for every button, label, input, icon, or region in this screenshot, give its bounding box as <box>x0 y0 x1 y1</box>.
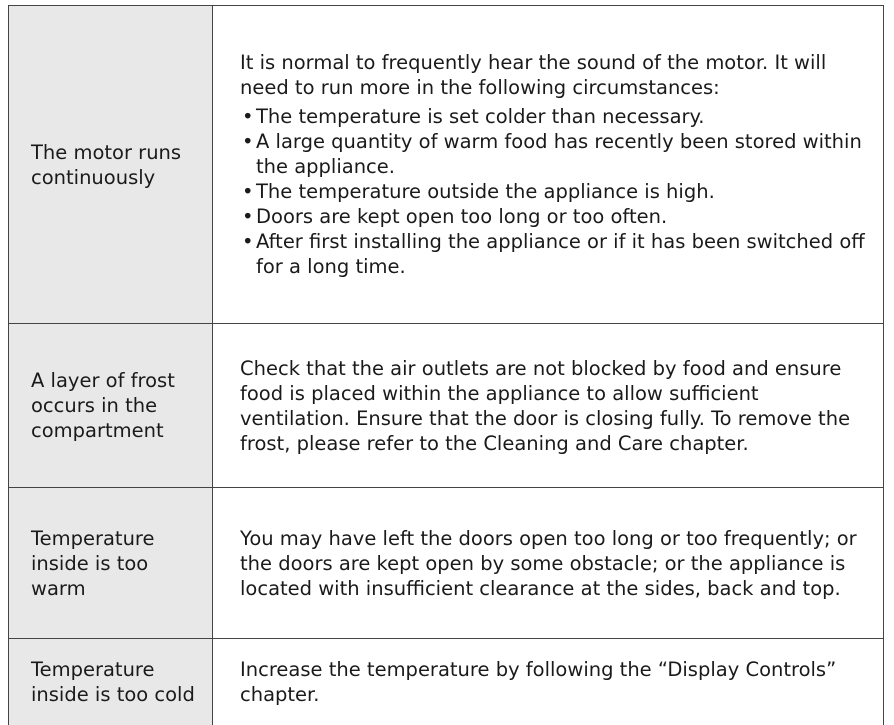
table-row <box>9 639 883 725</box>
problem-cell <box>9 324 213 487</box>
problem-cell <box>9 6 213 323</box>
bullet-icon: • <box>242 230 254 253</box>
solution-cell <box>213 6 883 323</box>
bullet-icon: • <box>242 130 254 153</box>
problem-cell <box>9 639 213 725</box>
problem-label: Temperature inside is too cold <box>31 658 195 706</box>
solution-cell <box>213 488 883 638</box>
table-row <box>9 6 883 324</box>
table-row <box>9 324 883 488</box>
list-item: • After first installing the appliance or if it has been switched off for a long time. <box>242 230 865 278</box>
problem-label: Temperature inside is too warm <box>31 526 155 600</box>
solution-cell <box>213 324 883 487</box>
solution-text: You may have left the doors open too long or too frequently; or the doors are kept open by some obstacle; or the appliance is located with insufficient clearance at the sides, back and top. <box>240 526 857 600</box>
problem-label: A layer of frost occurs in the compartment <box>31 369 175 442</box>
solution-cell <box>213 639 883 725</box>
solution-intro: It is normal to frequently hear the sound of the motor. It will need to run more in the following circumstances: <box>240 51 827 99</box>
bullet-icon: • <box>242 205 254 228</box>
problem-cell <box>9 488 213 638</box>
table-row <box>9 488 883 639</box>
solution-text: Check that the air outlets are not blocked by food and ensure food is placed within the appliance to allow sufficient ventilation. Ensure that the door is closing fully. To remove the frost, please refer to the Cleaning and Care chapter. <box>240 356 851 455</box>
bullet-icon: • <box>242 180 254 203</box>
solution-text: Increase the temperature by following the “Display Controls” chapter. <box>240 658 837 706</box>
solution-bullet-list <box>240 104 869 279</box>
list-item: • Doors are kept open too long or too often. <box>242 205 668 228</box>
list-item: • A large quantity of warm food has recently been stored within the appliance. <box>242 130 862 178</box>
troubleshooting-table <box>8 5 884 725</box>
list-item: • The temperature is set colder than necessary. <box>242 105 705 128</box>
list-item: • The temperature outside the appliance is high. <box>242 180 715 203</box>
bullet-icon: • <box>242 105 254 128</box>
problem-label: The motor runs continuously <box>31 140 182 189</box>
